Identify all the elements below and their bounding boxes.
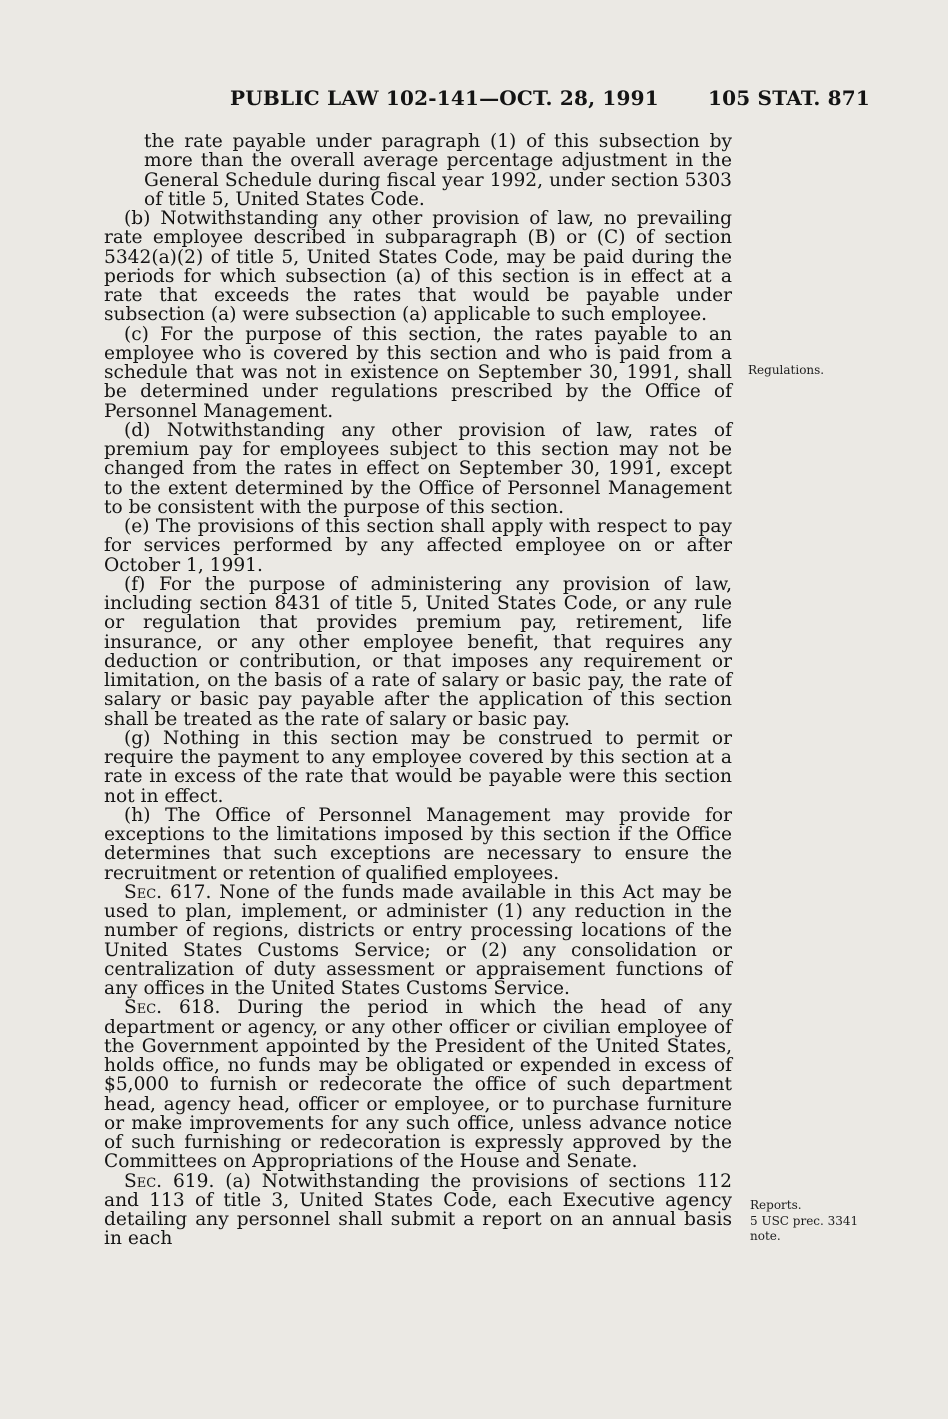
section-619: [104, 1172, 732, 1249]
paragraph-b: (b) Notwithstanding any other provision of law, no prevailing rate employee described in subparagraph (B) or (C) of section 5342(a)(2) of title 5, United States Code, may be paid during the periods for which subsection (a) of this section is in effect at a rate that exceeds the rates that would be payable under subsection (a) were subsection (a) applicable to such employee.: [104, 208, 732, 326]
section-label: Sec. 617.: [124, 881, 212, 903]
paragraph-e: (e) The provisions of this section shall apply with respect to pay for services performed by any affected employee on or after October 1, 1991.: [104, 516, 732, 576]
margin-note-reports: Reports.: [750, 1198, 802, 1212]
section-label: Sec. 619.: [124, 1170, 215, 1192]
paragraph-continuation: the rate payable under paragraph (1) of this subsection by more than the overall average percentage adjustment in the General Schedule during fiscal year 1992, under section 5303 of title 5, United States Code.: [144, 131, 732, 210]
paragraph-c: (c) For the purpose of this section, the rates payable to an employee who is covered by this section and who is paid from a schedule that was not in existence on September 30, 1991, shall be determined under regulations prescribed by the Office of Personnel Management.: [104, 323, 732, 422]
margin-note-note: note.: [750, 1229, 781, 1243]
section-text: During the period in which the head of any department or agency, or any other officer or civilian employee of the Government appointed by the President of the United States, holds office, no funds may be obligated or expended in excess of $5,000 to furnish or redecorate the office of such department head, agency head, officer or employee, or to purchase furniture or make improvements for any such office, unless advance notice of such furnishing or redecoration is expressly approved by the Committees on Appropriations of the House and Senate.: [104, 997, 732, 1173]
section-label: Sec. 618.: [124, 997, 221, 1019]
paragraph-d: (d) Notwithstanding any other provision of law, rates of premium pay for employees subject to this section may not be changed from the rates in effect on September 30, 1991, except to the extent determined by the Office of Personnel Management to be consistent with the purpose of this section.: [104, 419, 732, 518]
section-text: None of the funds made available in this Act may be used to plan, implement, or administer (1) any reduction in the number of regions, districts or entry processing locations of the United States Customs Service; or (2) any consolidation or centralization of duty assessment or appraisement functions of any offices in the United States Customs Service.: [104, 881, 732, 999]
paragraph-g: (g) Nothing in this section may be construed to permit or require the payment to any employee covered by this section at a rate in excess of the rate that would be payable were this section not in effect.: [104, 727, 732, 807]
body-text: [104, 132, 732, 1249]
section-text: (a) Notwithstanding the provisions of sections 112 and 113 of title 3, United States Code, each Executive agency detailing any personnel shall submit a report on an annual basis in each: [104, 1170, 732, 1250]
margin-note-regulations: Regulations.: [748, 363, 825, 377]
paragraph-h: (h) The Office of Personnel Management may provide for exceptions to the limitations imposed by this section if the Office determines that such exceptions are necessary to ensure the recruitment or retention of qualified employees.: [104, 804, 732, 884]
section-618: [104, 998, 732, 1171]
paragraph-f: (f) For the purpose of administering any provision of law, including section 8431 of title 5, United States Code, or any rule or regulation that provides premium pay, retirement, life insurance, or any other employee benefit, that requires any deduction or contribution, or that imposes any requirement or limitation, on the basis of a rate of salary or basic pay, the rate of salary or basic pay payable after the application of this section shall be treated as the rate of salary or basic pay.: [104, 573, 732, 730]
header-stat-page: 105 STAT. 871: [708, 86, 870, 110]
header-title: PUBLIC LAW 102-141—OCT. 28, 1991: [230, 86, 659, 110]
section-617: [104, 883, 732, 999]
margin-note-usc-reference: 5 USC prec. 3341: [750, 1214, 859, 1228]
running-header: [230, 86, 870, 116]
